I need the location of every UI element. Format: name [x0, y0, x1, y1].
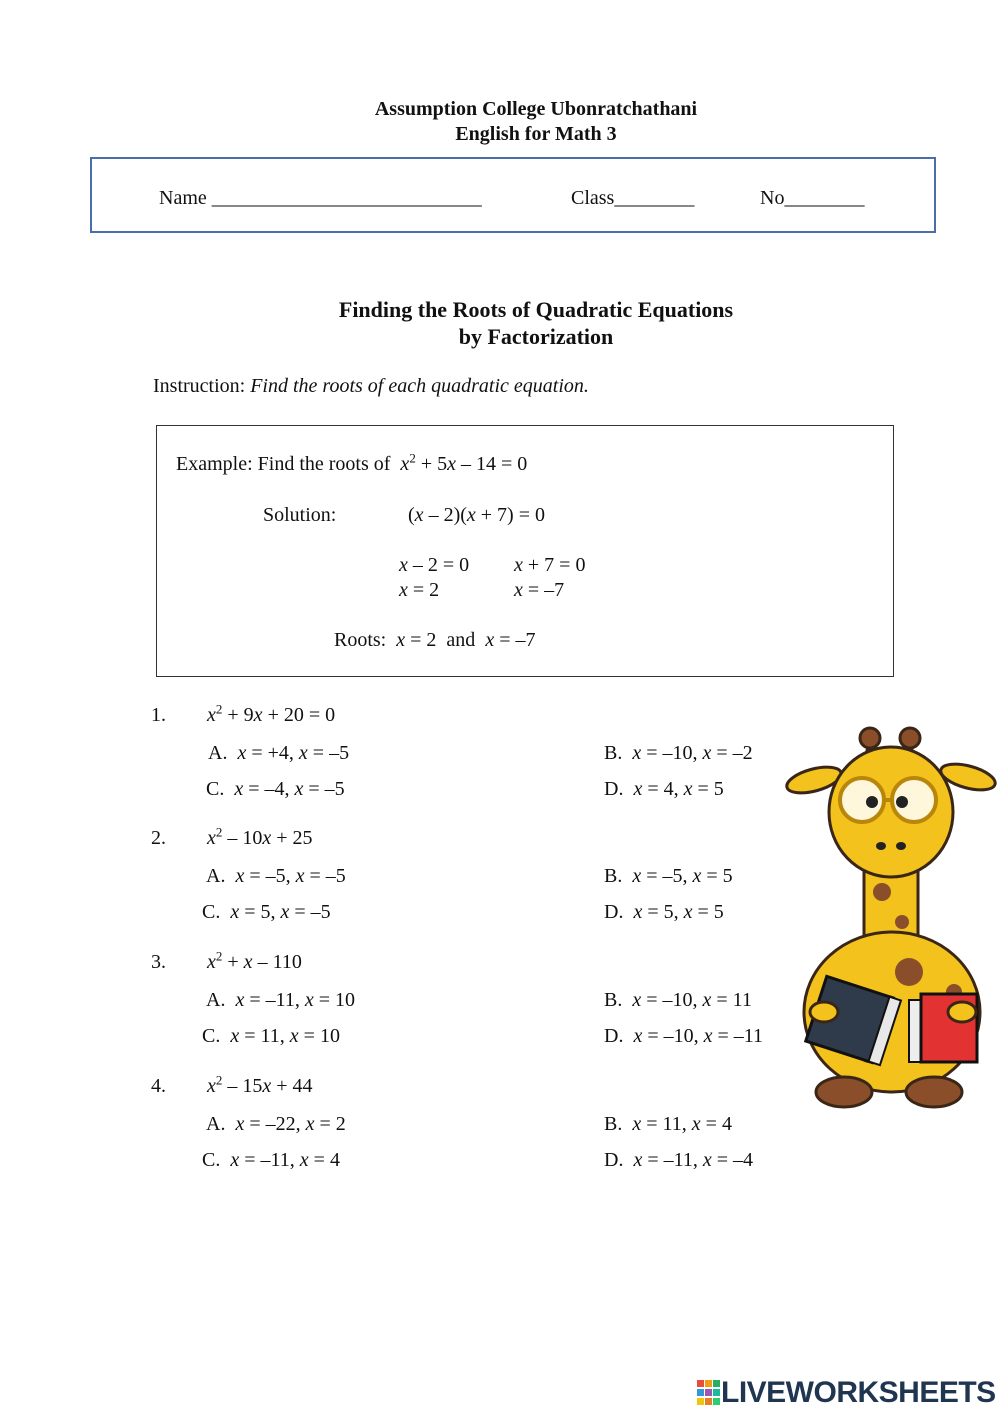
school-name: Assumption College Ubonratchathani	[374, 98, 698, 120]
question-equation: $x^2 - 15x + 44$	[207, 1072, 313, 1097]
giraffe-with-books-illustration	[784, 722, 998, 1112]
answer-option[interactable]: D. x = 4, x = 5	[604, 778, 724, 800]
answer-option[interactable]: B. x = –10, x = 11	[604, 989, 752, 1011]
step-left-1: x – 2 = 0	[399, 554, 470, 576]
course-name: English for Math 3	[455, 123, 617, 145]
question-equation: $x^2 + 9x + 20 = 0$	[207, 701, 336, 726]
answer-option[interactable]: D. x = –10, x = –11	[604, 1025, 764, 1047]
number-field[interactable]: No________	[760, 187, 865, 209]
question-equation: $x^2 + x - 110$	[207, 948, 302, 973]
question-number: 4.	[151, 1075, 166, 1097]
answer-option[interactable]: B. x = –10, x = –2	[604, 742, 753, 764]
name-field[interactable]: Name ___________________________	[159, 187, 482, 209]
instruction: Instruction: Find the roots of each quadratic equation.	[153, 375, 589, 397]
answer-option[interactable]: A. x = +4, x = –5	[208, 742, 350, 764]
question-number: 2.	[151, 827, 166, 849]
step-right-2: x = –7	[514, 579, 565, 601]
school-header	[0, 97, 1000, 147]
answer-option[interactable]: C. x = 11, x = 10	[202, 1025, 340, 1047]
answer-option[interactable]: A. x = –11, x = 10	[206, 989, 356, 1011]
logo-text: LIVEWORKSHEETS	[721, 1376, 996, 1409]
answer-option[interactable]: B. x = –5, x = 5	[604, 865, 733, 887]
answer-option[interactable]: C. x = 5, x = –5	[202, 901, 331, 923]
solution-label: Solution:	[263, 504, 337, 526]
example-prompt: Example: Find the roots of $x^2 + 5x - 14 = 0$	[176, 450, 528, 475]
worksheet-title: Finding the Roots of Quadratic Equations by Factorization	[338, 297, 734, 349]
factored-equation: (x – 2)(x + 7) = 0	[408, 504, 545, 526]
example-box	[156, 425, 894, 677]
answer-option[interactable]: C. x = –4, x = –5	[206, 778, 345, 800]
answer-option[interactable]: A. x = –5, x = –5	[206, 865, 346, 887]
step-left-2: x = 2	[399, 579, 440, 601]
roots-line: Roots: x = 2 and x = –7	[334, 629, 536, 651]
answer-option[interactable]: A. x = –22, x = 2	[206, 1113, 346, 1135]
liveworksheets-logo-icon	[697, 1380, 721, 1406]
student-info-box	[90, 157, 936, 233]
answer-option[interactable]: B. x = 11, x = 4	[604, 1113, 732, 1135]
class-field[interactable]: Class________	[571, 187, 695, 209]
answer-option[interactable]: D. x = 5, x = 5	[604, 901, 724, 923]
answer-option[interactable]: D. x = –11, x = –4	[604, 1149, 754, 1171]
question-equation: $x^2 - 10x + 25$	[207, 824, 313, 849]
question-number: 1.	[151, 704, 166, 726]
question-number: 3.	[151, 951, 166, 973]
liveworksheets-logo	[697, 1376, 996, 1410]
step-right-1: x + 7 = 0	[514, 554, 586, 576]
answer-option[interactable]: C. x = –11, x = 4	[202, 1149, 340, 1171]
